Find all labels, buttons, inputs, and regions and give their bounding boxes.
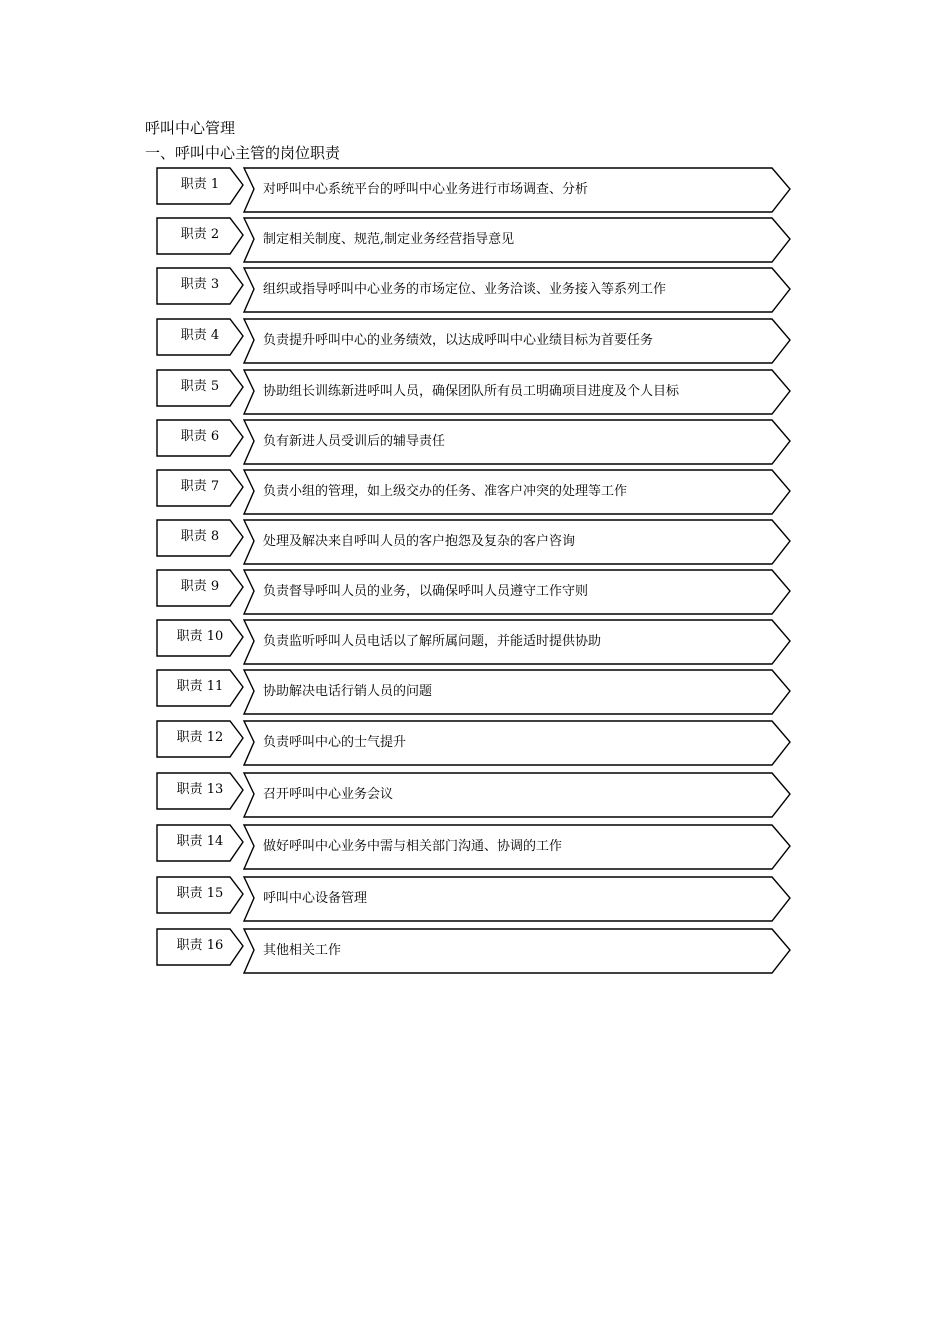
duty-row bbox=[155, 266, 795, 314]
duty-row bbox=[155, 927, 795, 975]
duty-label: 职责 6 bbox=[180, 429, 220, 444]
page-title: 呼叫中心管理 bbox=[145, 119, 236, 137]
duty-text: 做好呼叫中心业务中需与相关部门沟通、协调的工作 bbox=[263, 839, 563, 854]
duty-text: 负有新进人员受训后的辅导责任 bbox=[263, 434, 446, 449]
duty-row bbox=[155, 468, 795, 516]
duty-text: 处理及解决来自呼叫人员的客户抱怨及复杂的客户咨询 bbox=[263, 534, 576, 549]
duty-text: 协助组长训练新进呼叫人员，确保团队所有员工明确项目进度及个人目标 bbox=[263, 384, 680, 399]
duty-label: 职责 5 bbox=[180, 379, 220, 394]
duty-row bbox=[155, 368, 795, 416]
duty-row bbox=[155, 166, 795, 214]
duty-label: 职责 10 bbox=[176, 629, 224, 644]
duty-text: 对呼叫中心系统平台的呼叫中心业务进行市场调查、分析 bbox=[263, 182, 589, 197]
duty-shape bbox=[155, 719, 795, 767]
duty-label: 职责 7 bbox=[180, 479, 220, 494]
duty-row bbox=[155, 317, 795, 365]
duty-label: 职责 3 bbox=[180, 277, 220, 292]
duty-text: 负责督导呼叫人员的业务，以确保呼叫人员遵守工作守则 bbox=[263, 584, 589, 599]
duty-row bbox=[155, 771, 795, 819]
duty-row bbox=[155, 823, 795, 871]
duty-label: 职责 9 bbox=[180, 579, 220, 594]
duty-text: 制定相关制度、规范,制定业务经营指导意见 bbox=[263, 232, 515, 247]
duty-label: 职责 13 bbox=[176, 782, 224, 797]
duty-label: 职责 14 bbox=[176, 834, 224, 849]
duty-label: 职责 8 bbox=[180, 529, 220, 544]
duty-shape bbox=[155, 771, 795, 819]
duty-shape bbox=[155, 927, 795, 975]
duty-text: 其他相关工作 bbox=[263, 943, 342, 958]
duty-row bbox=[155, 618, 795, 666]
duty-row bbox=[155, 875, 795, 923]
duty-text: 负责小组的管理，如上级交办的任务、准客户冲突的处理等工作 bbox=[263, 484, 628, 499]
duty-text: 负责呼叫中心的士气提升 bbox=[263, 735, 407, 750]
duty-text: 负责监听呼叫人员电话以了解所属问题，并能适时提供协助 bbox=[263, 634, 602, 649]
duty-text: 召开呼叫中心业务会议 bbox=[263, 787, 394, 802]
duty-shape bbox=[155, 418, 795, 466]
duty-label: 职责 12 bbox=[176, 730, 224, 745]
duty-row bbox=[155, 668, 795, 716]
duty-row bbox=[155, 568, 795, 616]
duty-label: 职责 2 bbox=[180, 227, 220, 242]
duty-label: 职责 15 bbox=[176, 886, 224, 901]
duty-text: 呼叫中心设备管理 bbox=[263, 891, 368, 906]
section-title: 一、呼叫中心主管的岗位职责 bbox=[145, 144, 341, 162]
duty-label: 职责 1 bbox=[180, 177, 220, 192]
duty-row bbox=[155, 216, 795, 264]
duty-text: 负责提升呼叫中心的业务绩效，以达成呼叫中心业绩目标为首要任务 bbox=[263, 333, 654, 348]
duty-text: 组织或指导呼叫中心业务的市场定位、业务洽谈、业务接入等系列工作 bbox=[263, 282, 667, 297]
duty-row bbox=[155, 418, 795, 466]
duty-label: 职责 16 bbox=[176, 938, 224, 953]
duty-row bbox=[155, 719, 795, 767]
duty-row bbox=[155, 518, 795, 566]
duty-label: 职责 4 bbox=[180, 328, 220, 343]
duty-text: 协助解决电话行销人员的问题 bbox=[263, 684, 433, 699]
duty-label: 职责 11 bbox=[176, 679, 224, 694]
duty-shape bbox=[155, 875, 795, 923]
duty-shape bbox=[155, 668, 795, 716]
